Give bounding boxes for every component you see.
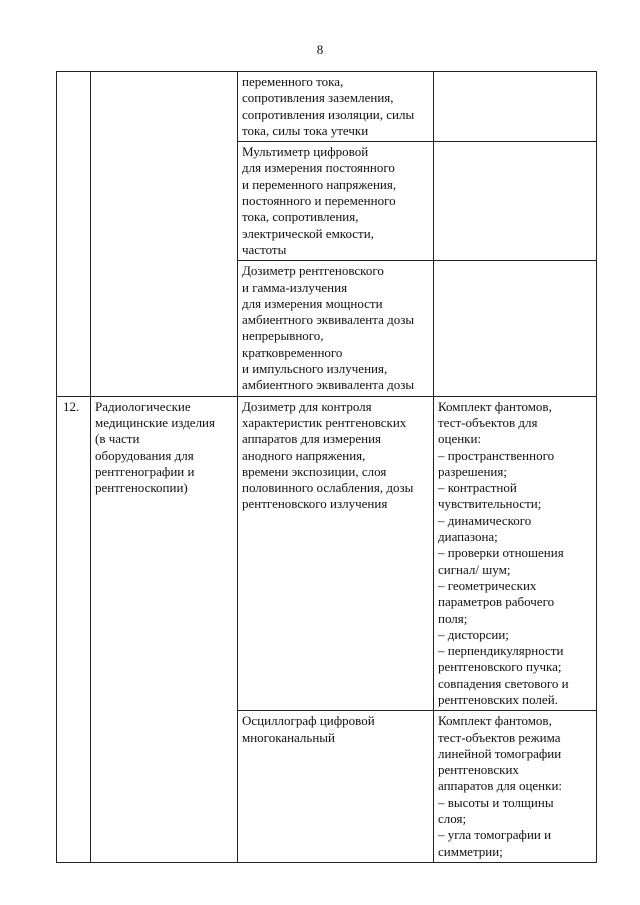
instrument-line: аппаратов для измерения [242, 431, 382, 447]
instrument-line: и импульсного излучения, [242, 361, 388, 377]
test-object-line: тест-объектов для [438, 414, 538, 430]
instrument-line: и гамма-излучения [242, 279, 348, 295]
category-line: медицинские изделия [95, 414, 215, 430]
table-row [57, 72, 597, 142]
test-object-line: рентгеновских полей. [438, 691, 558, 707]
measuring-instrument [238, 396, 434, 711]
instrument-line: тока, силы тока утечки [242, 122, 369, 138]
instrument-line: Мультиметр цифровой [242, 144, 369, 160]
instrument-line: половинного ослабления, дозы [242, 480, 414, 496]
instrument-line: сопротивления заземления, [242, 90, 394, 106]
test-object-line: – геометрических [438, 577, 537, 593]
test-object-line: – дисторсии; [438, 626, 509, 642]
measuring-instrument [238, 261, 434, 396]
instrument-line: многоканальный [242, 729, 335, 745]
test-object-line: тест-объектов режима [438, 729, 561, 745]
instrument-line: постоянного и переменного [242, 193, 396, 209]
instrument-line: рентгеновского излучения [242, 496, 388, 512]
instrument-line: непрерывного, [242, 328, 324, 344]
test-object-line: оценки: [438, 431, 482, 447]
row-number [57, 72, 91, 397]
test-object-line: рентгеновского пучка; [438, 659, 562, 675]
device-category [91, 396, 238, 862]
instrument-line: переменного тока, [242, 74, 344, 89]
measuring-instrument [238, 72, 434, 142]
instrument-line: Дозиметр для контроля [242, 398, 372, 414]
test-object-line: параметров рабочего [438, 594, 555, 610]
test-object-line: – динамического [438, 512, 532, 528]
test-object-line: совпадения светового и [438, 675, 569, 691]
instrument-line: Осциллограф цифровой [242, 713, 375, 729]
measuring-instrument [238, 142, 434, 261]
category-line: рентгенографии и [95, 463, 195, 479]
category-line: рентгеноскопии) [95, 480, 188, 496]
device-category [91, 72, 238, 397]
instrument-line: времени экспозиции, слоя [242, 463, 387, 479]
instrument-line: амбиентного эквивалента дозы [242, 377, 415, 393]
instrument-line: Дозиметр рентгеновского [242, 263, 384, 279]
category-line: оборудования для [95, 447, 194, 463]
instrument-line: электрической емкости, [242, 225, 374, 241]
test-object-line: Комплект фантомов, [438, 713, 552, 729]
test-object-line: слоя; [438, 811, 467, 827]
test-object-line: – контрастной [438, 480, 517, 496]
page-number: 8 [316, 42, 324, 57]
test-object-line: симметрии; [438, 843, 503, 859]
test-object-line: – высоты и толщины [438, 794, 554, 810]
equipment-table [56, 71, 597, 863]
test-objects [434, 142, 597, 261]
category-line: Радиологические [95, 398, 191, 414]
test-object-line: поля; [438, 610, 468, 626]
instrument-line: сопротивления изоляции, силы [242, 106, 415, 122]
row-number: 12. [57, 396, 91, 862]
test-objects [434, 72, 597, 142]
test-object-line: аппаратов для оценки: [438, 778, 563, 794]
instrument-line: амбиентного эквивалента дозы [242, 312, 415, 328]
test-objects [434, 396, 597, 711]
test-object-line: – проверки отношения [438, 545, 564, 561]
test-object-line: чувствительности; [438, 496, 542, 512]
instrument-line: характеристик рентгеновских [242, 414, 407, 430]
instrument-line: частоты [242, 241, 287, 257]
test-objects [434, 261, 597, 396]
test-object-line: диапазона; [438, 529, 498, 545]
test-objects [434, 711, 597, 863]
table-row [57, 396, 597, 711]
test-object-line: разрешения; [438, 463, 507, 479]
instrument-line: тока, сопротивления, [242, 209, 359, 225]
instrument-line: анодного напряжения, [242, 447, 366, 463]
measuring-instrument [238, 711, 434, 863]
test-object-line: – пространственного [438, 447, 555, 463]
instrument-line: для измерения мощности [242, 295, 383, 311]
test-object-line: Комплект фантомов, [438, 398, 552, 414]
test-object-line: – угла томографии и [438, 827, 552, 843]
instrument-line: кратковременного [242, 344, 343, 360]
category-line: (в части [95, 431, 140, 447]
test-object-line: сигнал/ шум; [438, 561, 511, 577]
instrument-line: и переменного напряжения, [242, 176, 397, 192]
test-object-line: линейной томографии [438, 745, 562, 761]
test-object-line: – перпендикулярности [438, 643, 564, 659]
test-object-line: рентгеновских [438, 762, 519, 778]
instrument-line: для измерения постоянного [242, 160, 395, 176]
